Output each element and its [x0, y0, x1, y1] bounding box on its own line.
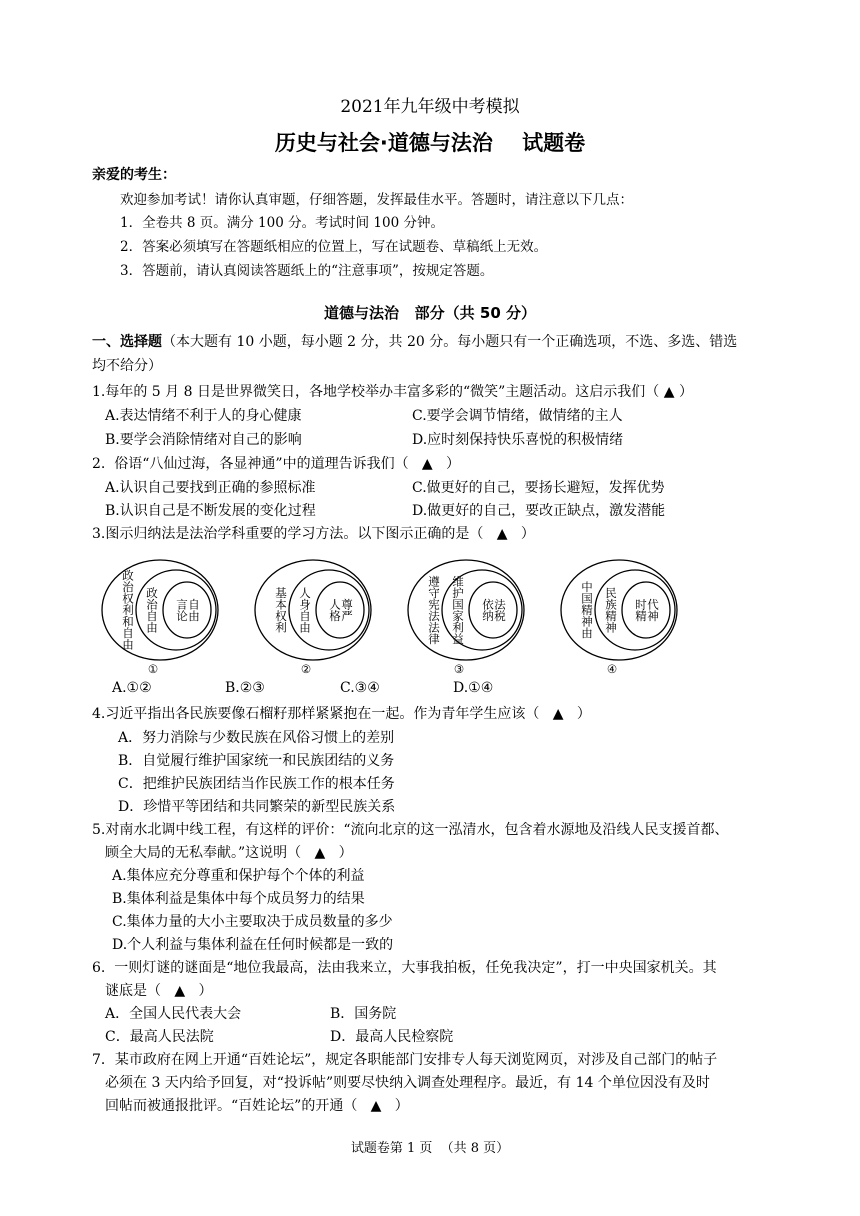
- greeting: 亲爱的考生：: [92, 167, 176, 183]
- middle-label-char: 维: [452, 574, 464, 589]
- outer-label-char: 遵: [428, 574, 440, 589]
- middle-label-char: 人: [299, 585, 311, 600]
- question-7-stem-cont: 必须在 3 天内给予回复，对“投诉帖”则要尽快纳入调查处理程序。最近，有 14 个单位因没有及时: [105, 1075, 710, 1091]
- part-heading-line: [92, 331, 737, 351]
- question-5-stem-cont: 顾全大局的无私奉献。”这说明（ ▲ ）: [105, 845, 353, 861]
- part-desc-cont: 均不给分）: [92, 358, 162, 374]
- diagram-number: ②: [300, 662, 312, 676]
- middle-label-char: 自: [146, 608, 158, 623]
- inner-label-char: 由: [188, 608, 200, 623]
- question-7-stem: 7．某市政府在网上开通“百姓论坛”，规定各职能部门安排专人每天浏览网页，对涉及自己部门的帖子: [92, 1052, 718, 1068]
- question-5-option-d: D.个人利益与集体利益在任何时候都是一致的: [112, 937, 394, 953]
- inner-label-char: 时: [635, 597, 647, 612]
- inner-label-char: 神: [647, 608, 659, 623]
- question-3-option-b: B.②③: [225, 680, 265, 696]
- question-3-option-a: A.①②: [112, 680, 152, 696]
- outer-label-char: 和: [122, 614, 134, 629]
- question-4-option-b: B．自觉履行维护国家统一和民族团结的义务: [118, 753, 395, 769]
- question-5-option-a: A.集体应充分尊重和保护每个个体的利益: [112, 868, 365, 884]
- diagram-number: ④: [606, 662, 618, 676]
- question-3-stem: 3.图示归纳法是法治学科重要的学习方法。以下图示正确的是（ ▲ ）: [92, 526, 535, 542]
- outer-label-char: 法: [428, 620, 440, 635]
- question-6-stem-cont: 谜底是（ ▲ ）: [105, 983, 213, 999]
- outer-label-char: 权: [275, 608, 287, 623]
- inner-label-char: 自: [188, 597, 200, 612]
- question-6-option-b: B．国务院: [330, 1006, 397, 1022]
- question-7-stem-cont2: 回帖而被通报批评。“百姓论坛”的开通（ ▲ ）: [105, 1098, 409, 1114]
- outer-ellipse: [408, 560, 524, 660]
- question-1-option-b: B.要学会消除情绪对自己的影响: [105, 432, 302, 448]
- middle-label-char: 治: [146, 597, 158, 612]
- middle-label-char: 由: [146, 620, 158, 635]
- middle-label-char: 民: [605, 585, 617, 600]
- question-2-stem: 2. 俗语“八仙过海，各显神通”中的道理告诉我们（ ▲ ）: [92, 456, 461, 472]
- diagram-3: [408, 560, 524, 676]
- diagram-1: [102, 560, 218, 676]
- diagram-number: ①: [147, 662, 159, 676]
- outer-label-char: 国: [581, 591, 593, 606]
- question-4-stem: 4.习近平指出各民族要像石榴籽那样紧紧抱在一起。作为青年学生应该（ ▲ ）: [92, 706, 591, 722]
- instruction-item: 1．全卷共 8 页。满分 100 分。考试时间 100 分钟。: [120, 215, 444, 231]
- outer-label-char: 治: [122, 580, 134, 594]
- inner-label-char: 尊: [341, 597, 353, 612]
- outer-ellipse: [255, 560, 371, 660]
- outer-label-char: 宪: [428, 597, 440, 612]
- middle-label-char: 由: [299, 620, 311, 635]
- question-2-option-a: A.认识自己要找到正确的参照标准: [105, 480, 316, 496]
- middle-label-char: 益: [452, 631, 464, 646]
- question-6-option-c: C．最高人民法院: [105, 1029, 214, 1045]
- outer-label-char: 精: [581, 603, 593, 617]
- outer-label-char: 利: [275, 620, 287, 635]
- question-6-stem: 6. 一则灯谜的谜面是“地位我最高，法由我来立，大事我拍板，任免我决定”，打一中央国家机关。其: [92, 960, 717, 976]
- middle-label-char: 利: [452, 620, 464, 635]
- diagram-4: [561, 560, 677, 676]
- inner-label-char: 言: [176, 597, 188, 612]
- question-5-option-b: B.集体利益是集体中每个成员努力的结果: [112, 891, 365, 907]
- outer-ellipse: [102, 560, 218, 660]
- part-heading: 一、选择题: [92, 334, 162, 350]
- part-desc: （本大题有 10 小题，每小题 2 分，共 20 分。每小题只有一个正确选项，不选、多选、错选: [162, 334, 738, 350]
- outer-label-char: 由: [581, 626, 593, 640]
- inner-label-char: 格: [329, 608, 341, 623]
- middle-label-char: 精: [605, 608, 617, 623]
- outer-ellipse: [561, 560, 677, 660]
- middle-label-char: 自: [299, 608, 311, 623]
- question-2-option-c: C.做更好的自己，要扬长避短，发挥优势: [412, 480, 665, 496]
- question-1-stem: 1.每年的 5 月 8 日是世界微笑日，各地学校举办丰富多彩的“微笑”主题活动。这启示我们（ ▲ ）: [92, 384, 693, 400]
- middle-label-char: 身: [299, 597, 311, 612]
- outer-label-char: 守: [428, 585, 440, 600]
- inner-label-char: 论: [176, 608, 188, 623]
- question-5-stem: 5.对南水北调中线工程，有这样的评价：“流向北京的这一泓清水，包含着水源地及沿线人民支援首都、: [92, 822, 729, 838]
- middle-label-char: 政: [146, 585, 158, 600]
- inner-label-char: 法: [494, 597, 506, 612]
- section-title: 道德与法治 部分（共 50 分）: [324, 304, 536, 322]
- instruction-item: 2．答案必须填写在答题纸相应的位置上，写在试题卷、草稿纸上无效。: [120, 239, 548, 255]
- outer-label-char: 法: [428, 608, 440, 623]
- question-3-option-d: D.①④: [453, 680, 494, 696]
- middle-label-char: 家: [452, 608, 464, 623]
- instruction-item: 3．答题前，请认真阅读答题纸上的“注意事项”，按规定答题。: [120, 263, 494, 279]
- question-1-option-d: D.应时刻保持快乐喜悦的积极情绪: [412, 432, 624, 448]
- question-5-option-c: C.集体力量的大小主要取决于成员数量的多少: [112, 914, 393, 930]
- inner-label-char: 代: [647, 597, 659, 612]
- venn-diagrams: [95, 555, 715, 680]
- question-1-option-a: A.表达情绪不利于人的身心健康: [105, 408, 302, 424]
- outer-label-char: 利: [122, 603, 134, 617]
- page-footer: 试题卷第 1 页 （共 8 页）: [350, 1141, 510, 1156]
- middle-label-char: 国: [452, 597, 464, 612]
- inner-label-char: 依: [482, 597, 494, 612]
- outer-label-char: 基: [275, 585, 287, 600]
- inner-label-char: 人: [329, 597, 341, 612]
- question-4-option-a: A．努力消除与少数民族在风俗习惯上的差别: [118, 730, 395, 746]
- question-4-option-c: C．把维护民族团结当作民族工作的根本任务: [118, 776, 395, 792]
- question-3-option-c: C.③④: [340, 680, 380, 696]
- exam-subtitle: 历史与社会·道德与法治 试题卷: [274, 131, 586, 155]
- question-6-option-d: D．最高人民检察院: [330, 1029, 454, 1045]
- diagram-number: ③: [453, 662, 465, 676]
- middle-label-char: 族: [605, 597, 617, 612]
- middle-label-char: 神: [605, 620, 617, 635]
- outer-label-char: 由: [122, 637, 134, 652]
- question-2-option-d: D.做更好的自己，要改正缺点，激发潜能: [412, 503, 666, 519]
- question-4-option-d: D．珍惜平等团结和共同繁荣的新型民族关系: [118, 799, 396, 815]
- exam-title: 2021年九年级中考模拟: [340, 97, 520, 117]
- outer-label-char: 权: [122, 591, 134, 606]
- intro-text: 欢迎参加考试！请你认真审题，仔细答题，发挥最佳水平。答题时，请注意以下几点：: [120, 192, 633, 208]
- outer-label-char: 政: [122, 568, 134, 583]
- diagram-2: [255, 560, 371, 676]
- question-2-option-b: B.认识自己是不断发展的变化过程: [105, 503, 316, 519]
- outer-label-char: 律: [428, 631, 440, 646]
- outer-label-char: 本: [275, 597, 287, 612]
- inner-label-char: 纳: [482, 608, 494, 623]
- question-1-option-c: C.要学会调节情绪，做情绪的主人: [412, 408, 623, 424]
- inner-label-char: 税: [494, 608, 506, 623]
- outer-label-char: 神: [581, 614, 593, 629]
- inner-label-char: 严: [341, 608, 353, 623]
- question-6-option-a: A．全国人民代表大会: [105, 1006, 242, 1022]
- outer-label-char: 中: [581, 580, 593, 594]
- middle-label-char: 护: [452, 585, 464, 600]
- outer-label-char: 自: [122, 626, 134, 640]
- inner-label-char: 精: [635, 608, 647, 623]
